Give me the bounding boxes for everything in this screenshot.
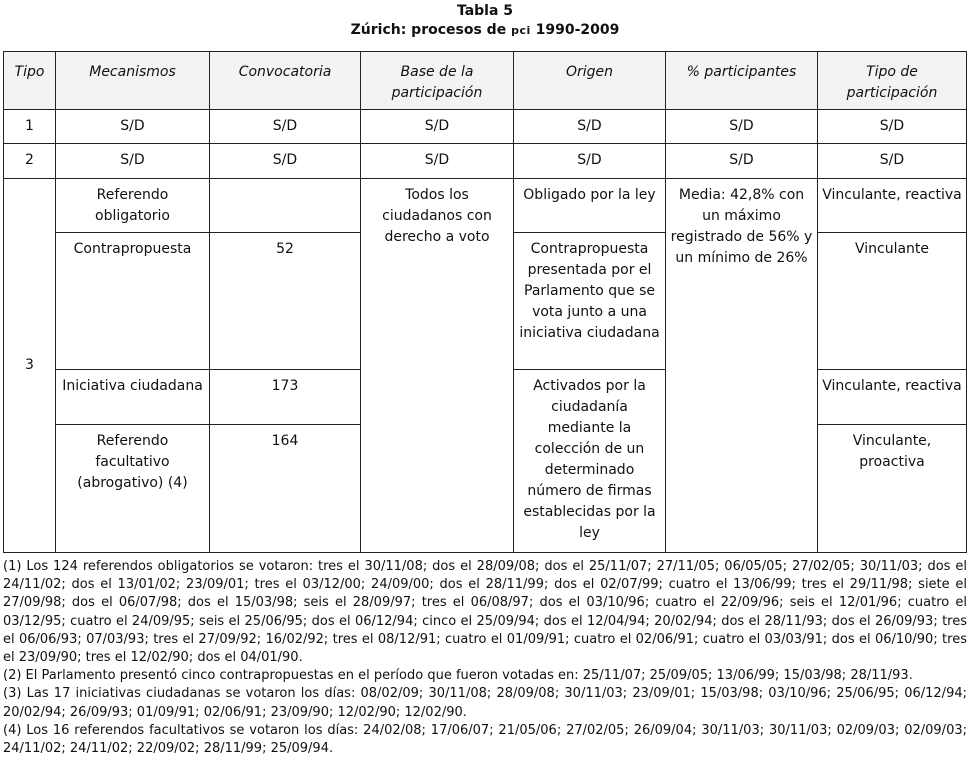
header-mecanismos: Mecanismos xyxy=(56,52,210,110)
header-convocatoria: Convocatoria xyxy=(210,52,361,110)
table-row xyxy=(4,179,967,233)
cell-base: S/D xyxy=(361,110,514,144)
cell-convocatoria: 164 xyxy=(210,425,361,553)
cell-tipo-participacion: S/D xyxy=(818,144,967,179)
table-row xyxy=(4,144,967,179)
footnote: (3) Las 17 iniciativas ciudadanas se votaron los días: 08/02/09; 30/11/08; 28/09/08; 30/11/03; 23/09/01; 15/03/98; 03/10/96; 25/06/95; 06/12/94; 20/02/94; 26/09/93; 01/09/91; 02/06/91; 23/09/90; 12/02/90; 12/02/90. xyxy=(3,686,967,720)
cell-tipo: 1 xyxy=(4,110,56,144)
subtitle-suffix: 1990-2009 xyxy=(530,22,620,38)
header-tipo: Tipo xyxy=(4,52,56,110)
cell-base: S/D xyxy=(361,144,514,179)
cell-convocatoria: S/D xyxy=(210,110,361,144)
cell-tipo: 3 xyxy=(4,179,56,553)
table-subtitle xyxy=(0,21,970,40)
cell-participantes: S/D xyxy=(666,110,818,144)
cell-tipo-participacion: Vinculante, reactiva xyxy=(818,370,967,425)
cell-mecanismos: Referendo obligatorio xyxy=(56,179,210,233)
table-row xyxy=(4,110,967,144)
footnotes xyxy=(3,558,967,758)
cell-origen: Contrapropuesta presentada por el Parlamento que se vota junto a una iniciativa ciudadana xyxy=(514,233,666,370)
header-participantes: % participantes xyxy=(666,52,818,110)
cell-convocatoria xyxy=(210,179,361,233)
footnote: (2) El Parlamento presentó cinco contrapropuestas en el período que fueron votadas en: 25/11/07; 25/09/05; 13/06/99; 15/03/98; 28/11/93. xyxy=(3,668,913,684)
cell-mecanismos: Iniciativa ciudadana xyxy=(56,370,210,425)
cell-mecanismos: S/D xyxy=(56,110,210,144)
header-tipo-participacion: Tipo de participación xyxy=(818,52,967,110)
cell-tipo-participacion: S/D xyxy=(818,110,967,144)
subtitle-abbr: pci xyxy=(511,24,531,37)
cell-participantes: S/D xyxy=(666,144,818,179)
cell-origen: Obligado por la ley xyxy=(514,179,666,233)
cell-base: Todos los ciudadanos con derecho a voto xyxy=(361,179,514,553)
cell-origen: Activados por la ciudadanía mediante la colección de un determinado número de firmas establecidas por la ley xyxy=(514,370,666,553)
header-base: Base de la participación xyxy=(361,52,514,110)
cell-origen: S/D xyxy=(514,110,666,144)
cell-tipo-participacion: Vinculante xyxy=(818,233,967,370)
subtitle-prefix: Zúrich: procesos de xyxy=(350,22,512,38)
cell-convocatoria: 52 xyxy=(210,233,361,370)
cell-convocatoria: 173 xyxy=(210,370,361,425)
table-title: Tabla 5 xyxy=(456,3,514,19)
cell-tipo-participacion: Vinculante, reactiva xyxy=(818,179,967,233)
cell-mecanismos: Referendo facultativo (abrogativo) (4) xyxy=(56,425,210,553)
cell-origen: S/D xyxy=(514,144,666,179)
cell-tipo: 2 xyxy=(4,144,56,179)
data-table xyxy=(3,51,967,553)
cell-mecanismos: Contrapropuesta xyxy=(56,233,210,370)
footnote: (4) Los 16 referendos facultativos se votaron los días: 24/02/08; 17/06/07; 21/05/06; 27/02/05; 26/09/04; 30/11/03; 30/11/03; 02/09/03; 02/09/03; 24/11/02; 24/11/02; 22/09/02; 28/11/99; 25/09/94. xyxy=(3,722,967,757)
cell-mecanismos: S/D xyxy=(56,144,210,179)
header-row xyxy=(4,52,967,110)
cell-tipo-participacion: Vinculante, proactiva xyxy=(818,425,967,553)
footnote: (1) Los 124 referendos obligatorios se votaron: tres el 30/11/08; dos el 28/09/08; dos el 25/11/07; 27/11/05; 06/05/05; 27/02/05; 30/11/03; dos el 24/11/02; dos el 13/01/02; 23/09/01; tres el 03/12/00; 24/09/00; dos el 28/11/99; dos el 02/07/99; cuatro el 13/06/99; tres el 29/11/98; siete el 27/09/98; dos el 06/07/98; dos el 15/03/98; seis el 28/09/97; tres el 06/08/97; dos el 03/10/96; cuatro el 22/09/96; seis el 12/01/96; cuatro el 03/12/95; cuatro el 24/09/95; seis el 25/06/95; dos el 06/12/94; cinco el 25/09/94; dos el 12/04/94; 20/02/94; dos el 28/11/93; dos el 26/09/93; tres el 06/06/93; 07/03/93; tres el 27/09/92; 16/02/92; tres el 08/12/91; cuatro el 01/09/91; cuatro el 02/06/91; cuatro el 03/03/91; dos el 06/10/90; tres el 23/09/90; tres el 12/02/90; dos el 04/01/90. xyxy=(3,559,967,666)
cell-participantes: Media: 42,8% con un máximo registrado de 56% y un mínimo de 26% xyxy=(666,179,818,553)
cell-convocatoria: S/D xyxy=(210,144,361,179)
header-origen: Origen xyxy=(514,52,666,110)
